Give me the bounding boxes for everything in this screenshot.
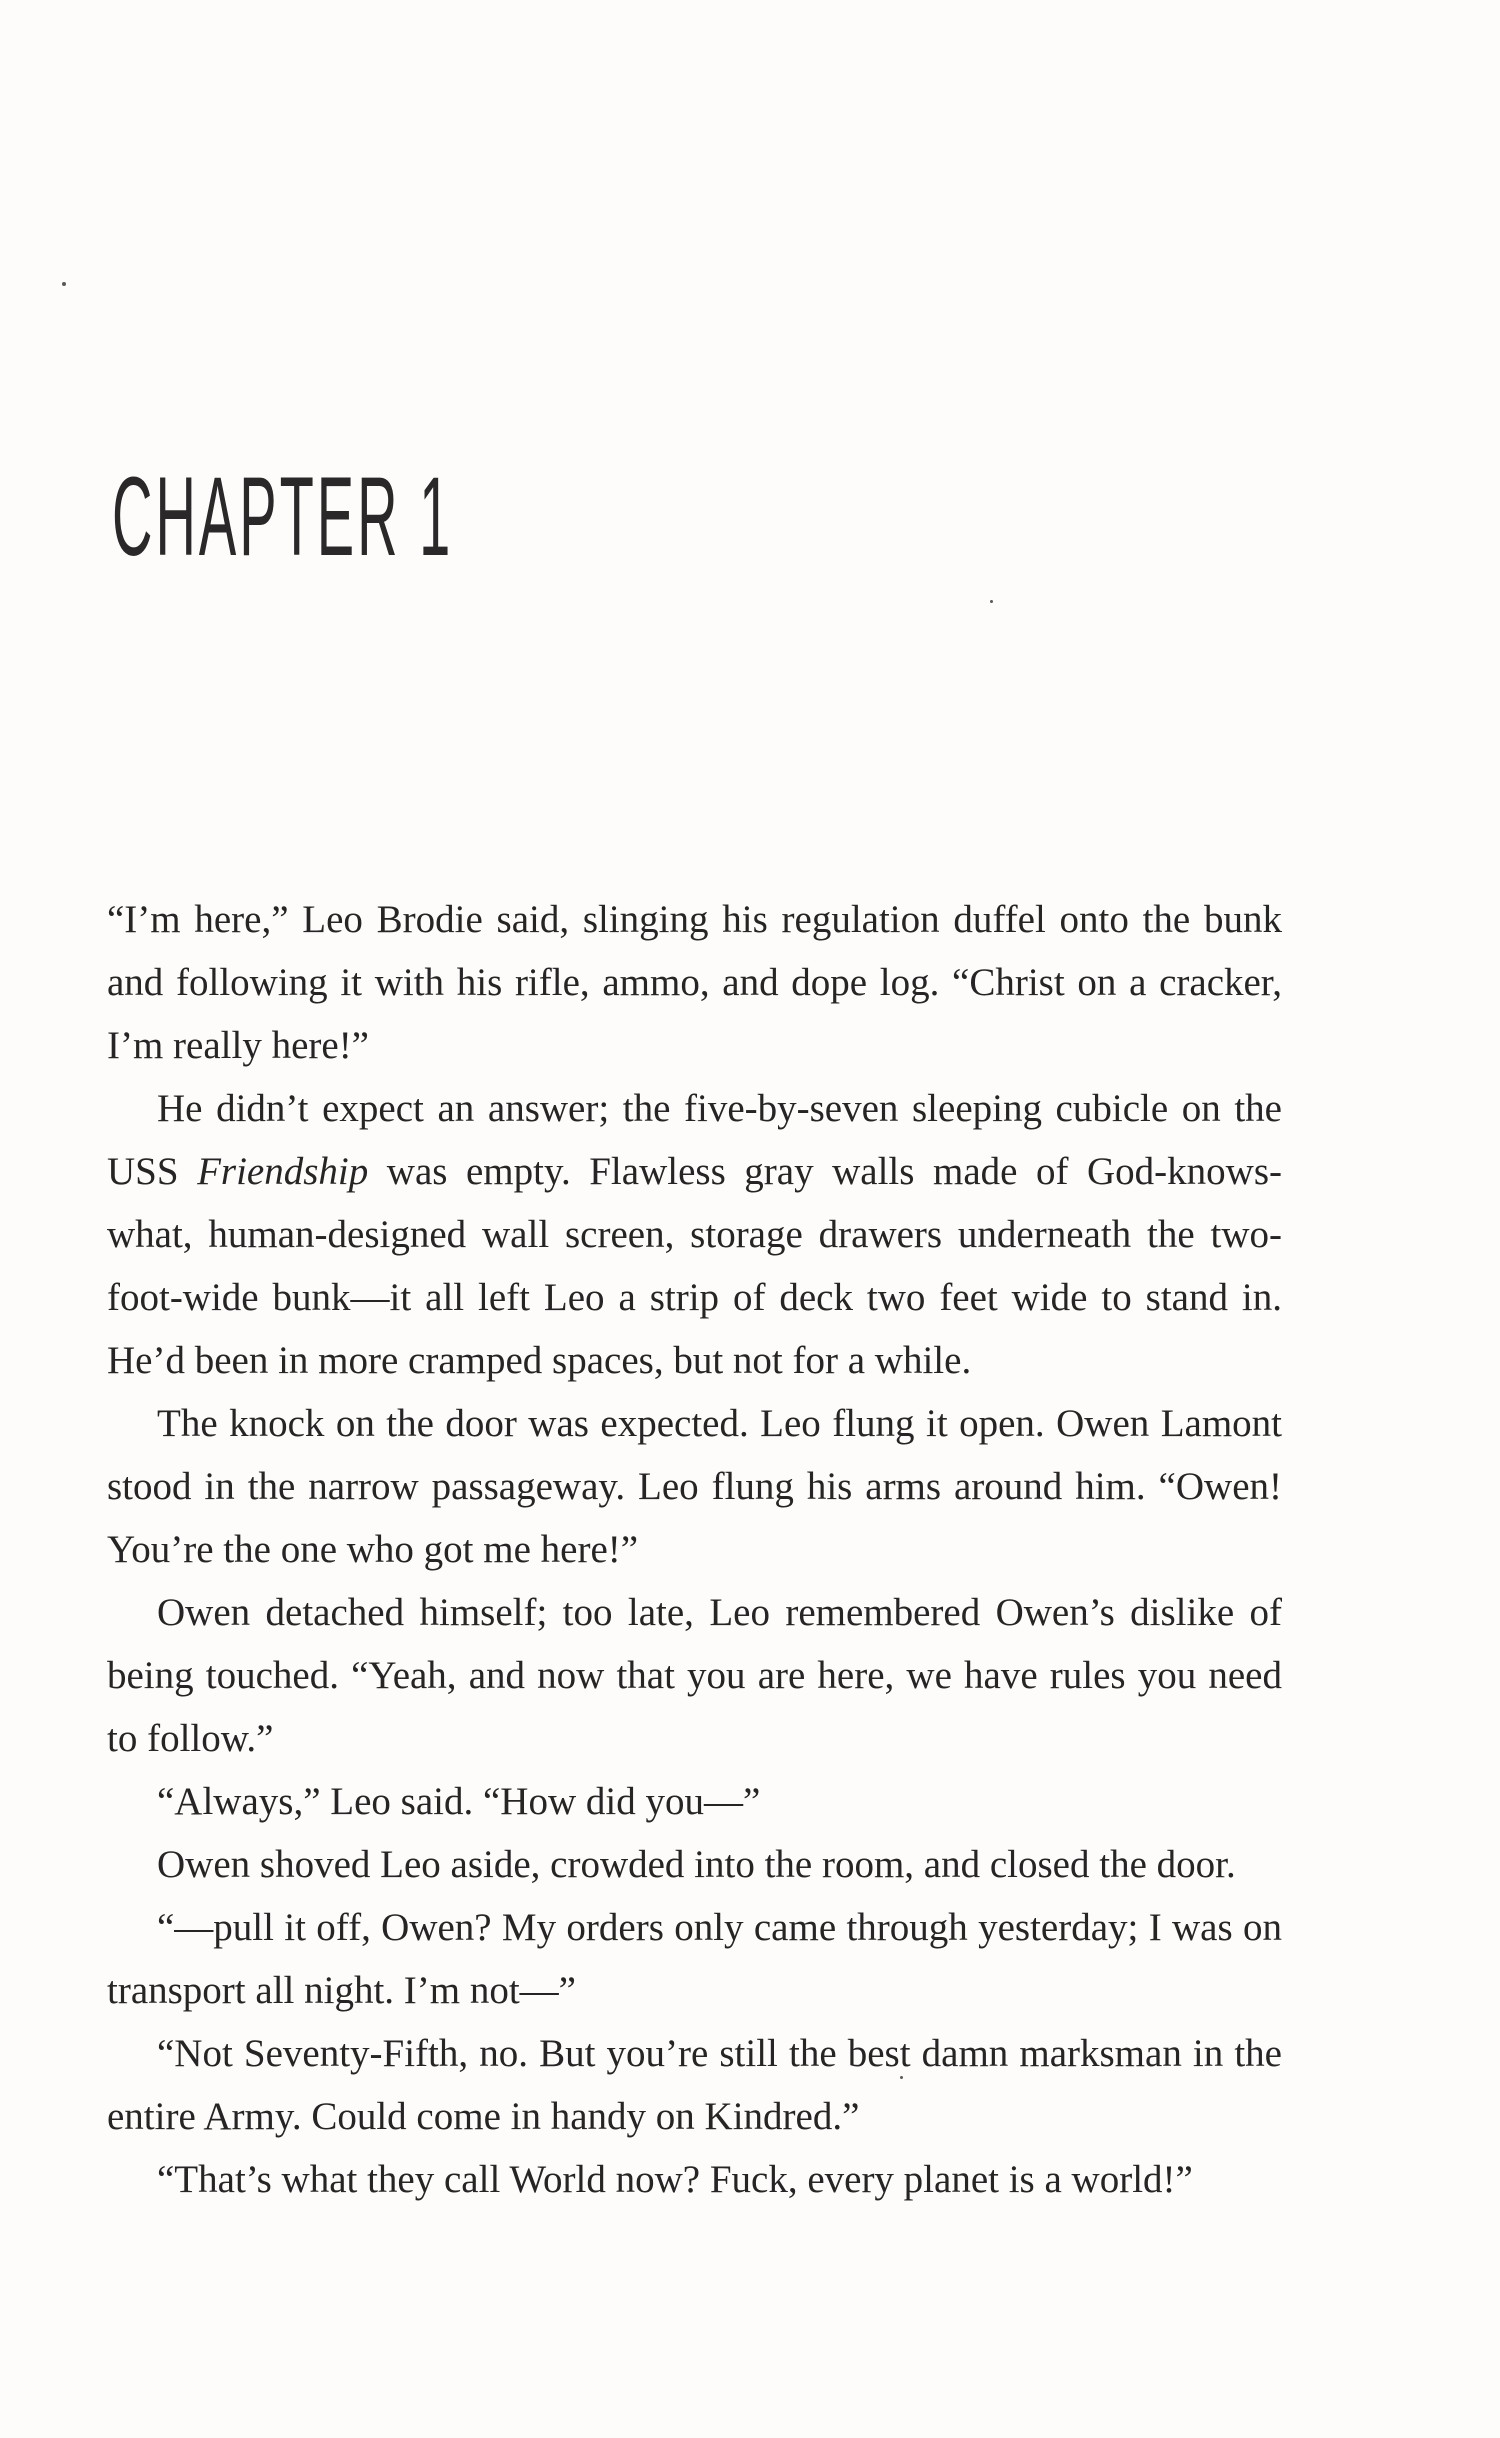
paragraph: “Always,” Leo said. “How did you—”: [157, 1780, 761, 1823]
paragraph: Owen shoved Leo aside, crowded into the room, and closed the door.: [157, 1843, 1236, 1886]
chapter-title: CHAPTER 1: [112, 454, 454, 579]
paragraph-text: He didn’t expect an answer; the five-by-seven sleeping cubicle on the USS: [107, 1087, 1282, 1193]
paragraph: “—pull it off, Owen? My orders only came through yesterday; I was on transport all night. I’m not—”: [107, 1906, 1282, 2012]
ship-name: Friendship: [197, 1150, 369, 1193]
paragraph-text: was empty. Flawless gray walls made of God-knows-what, human-designed wall screen, storage drawers underneath the two-foot-wide bunk—it all left Leo a strip of deck two feet wide to stand in. He’d been in more cramped spaces, but not for a while.: [107, 1150, 1282, 1382]
chapter-heading: [112, 454, 795, 579]
chapter-body: [107, 888, 1282, 2211]
paragraph: Owen detached himself; too late, Leo remembered Owen’s dislike of being touched. “Yeah, and now that you are here, we have rules you need to follow.”: [107, 1591, 1282, 1760]
paragraph: [107, 1077, 1282, 1392]
paragraph: The knock on the door was expected. Leo flung it open. Owen Lamont stood in the narrow passageway. Leo flung his arms around him. “Owen! You’re the one who got me here!”: [107, 1402, 1282, 1571]
paragraph: “That’s what they call World now? Fuck, every planet is a world!”: [157, 2158, 1193, 2201]
scan-speck: [990, 600, 993, 603]
paragraph: “Not Seventy-Fifth, no. But you’re still the best damn marksman in the entire Army. Could come in handy on Kindred.”: [107, 2032, 1282, 2138]
paragraph: “I’m here,” Leo Brodie said, slinging his regulation duffel onto the bunk and following it with his rifle, ammo, and dope log. “Christ on a cracker, I’m really here!”: [107, 898, 1282, 1067]
scan-speck: [62, 282, 66, 286]
